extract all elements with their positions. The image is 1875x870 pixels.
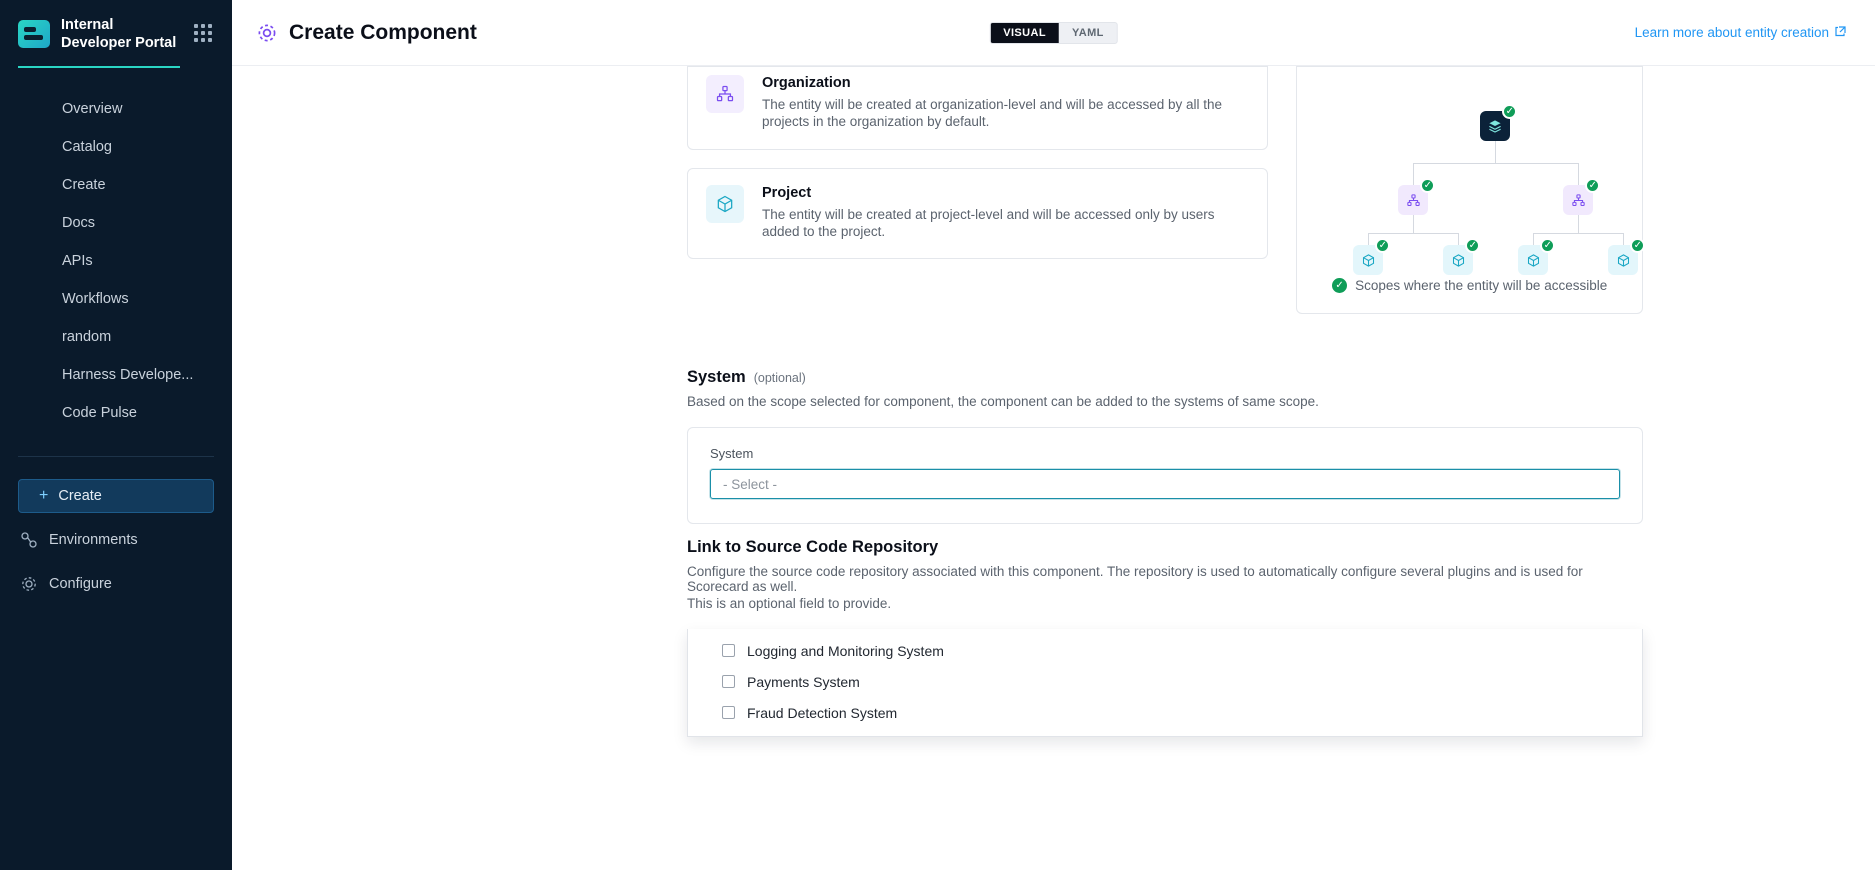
check-icon: ✓ — [1465, 238, 1480, 253]
sidebar-nav — [0, 68, 232, 432]
plus-icon: + — [39, 487, 49, 505]
sidebar-item-catalog[interactable] — [0, 128, 232, 166]
main-area — [232, 0, 1875, 870]
organization-icon — [706, 75, 744, 113]
sidebar-item-random[interactable] — [0, 318, 232, 356]
sidebar-item-label: Code Pulse — [62, 405, 137, 422]
check-icon: ✓ — [1540, 238, 1555, 253]
system-optional-label: (optional) — [753, 371, 806, 385]
checkbox-icon[interactable] — [722, 706, 735, 719]
system-dropdown-menu[interactable] — [687, 629, 1643, 737]
check-icon: ✓ — [1502, 104, 1517, 119]
scope-tree — [1297, 67, 1642, 267]
sidebar-item-code-pulse[interactable] — [0, 394, 232, 432]
tree-line — [1368, 233, 1459, 234]
page-title — [256, 21, 477, 45]
project-cube-icon — [706, 185, 744, 223]
sidebar-item-label: Configure — [49, 576, 112, 593]
page-title-text: Create Component — [289, 20, 477, 44]
checkbox-icon[interactable] — [722, 675, 735, 688]
sidebar-divider — [18, 456, 214, 457]
check-icon: ✓ — [1585, 178, 1600, 193]
gear-icon — [20, 575, 38, 593]
tree-line — [1533, 233, 1624, 234]
system-subtext: Based on the scope selected for component, the component can be added to the systems of same scope. — [687, 394, 1319, 409]
scope-cards — [687, 66, 1268, 314]
check-icon: ✓ — [1420, 178, 1435, 193]
tree-line — [1578, 215, 1579, 233]
sidebar-item-label: APIs — [62, 253, 93, 270]
repo-heading — [687, 538, 1643, 557]
sidebar-item-workflows[interactable] — [0, 280, 232, 318]
tree-line — [1495, 141, 1496, 163]
scope-card-desc: The entity will be created at organization-level and will be accessed by all the projects in the organization by default. — [762, 97, 1223, 130]
sidebar — [0, 0, 232, 870]
repo-heading-text: Link to Source Code Repository — [687, 538, 939, 556]
check-icon: ✓ — [1375, 238, 1390, 253]
repo-desc-line2: This is an optional field to provide. — [687, 596, 892, 611]
sidebar-item-label: Workflows — [62, 291, 129, 308]
tree-line — [1413, 163, 1579, 164]
sidebar-create-label: Create — [58, 488, 102, 505]
dropdown-option-logging-and-monitoring-system[interactable] — [710, 635, 1620, 666]
tree-line — [1368, 233, 1369, 245]
learn-more-label: Learn more about entity creation — [1634, 25, 1829, 40]
check-icon: ✓ — [1332, 278, 1347, 293]
external-link-icon — [1835, 25, 1847, 40]
sidebar-item-label: Catalog — [62, 139, 112, 156]
apps-grid-icon[interactable] — [194, 24, 214, 44]
view-mode-toggle[interactable] — [989, 22, 1118, 44]
scope-area — [232, 66, 1875, 314]
checkbox-icon[interactable] — [722, 644, 735, 657]
sidebar-item-create[interactable] — [0, 166, 232, 204]
system-select-placeholder: - Select - — [723, 476, 778, 492]
top-bar — [232, 0, 1875, 66]
gear-icon — [256, 22, 278, 44]
org-node-1 — [1398, 180, 1433, 215]
tree-line — [1578, 163, 1579, 185]
org-node-2 — [1563, 180, 1598, 215]
dropdown-option-payments-system[interactable] — [710, 666, 1620, 697]
system-heading-text: System — [687, 368, 746, 386]
sidebar-create-button[interactable] — [18, 479, 214, 513]
dropdown-option-fraud-detection-system[interactable] — [710, 697, 1620, 728]
sidebar-item-environments[interactable] — [0, 523, 232, 557]
repo-desc-line1: Configure the source code repository associated with this component. The repository is used to automatically configure several plugins and is used for Scorecard as well. — [687, 564, 1583, 594]
tree-line — [1413, 215, 1414, 233]
sidebar-item-configure[interactable] — [0, 567, 232, 601]
dropdown-option-label: Payments System — [747, 673, 860, 690]
scope-card-project[interactable] — [687, 168, 1268, 260]
sidebar-item-label: Create — [62, 177, 106, 194]
scope-card-title: Project — [762, 184, 812, 201]
scope-diagram-caption — [1297, 278, 1642, 293]
sidebar-item-label: Environments — [49, 532, 138, 549]
tree-line — [1458, 233, 1459, 245]
check-icon: ✓ — [1630, 238, 1645, 253]
dropdown-option-label: Fraud Detection System — [747, 704, 898, 721]
sidebar-item-label: Overview — [62, 101, 123, 118]
tree-line — [1533, 233, 1534, 245]
brand — [0, 0, 232, 66]
sidebar-item-apis[interactable] — [0, 242, 232, 280]
system-heading — [687, 368, 1643, 387]
content-scroll — [232, 66, 1875, 870]
system-dropdown-list — [688, 635, 1642, 728]
tree-line — [1623, 233, 1624, 245]
project-node-4 — [1608, 240, 1643, 275]
toggle-visual[interactable]: VISUAL — [990, 23, 1059, 43]
scope-card-desc: The entity will be created at project-level and will be accessed only by users added to the project. — [762, 206, 1215, 239]
scope-card-organization[interactable] — [687, 66, 1268, 150]
dropdown-option-label: Logging and Monitoring System — [747, 642, 944, 659]
project-node-3 — [1518, 240, 1553, 275]
sidebar-item-label: Harness Develope... — [62, 367, 194, 384]
system-section — [232, 368, 1875, 524]
project-node-1 — [1353, 240, 1388, 275]
sidebar-item-overview[interactable] — [0, 90, 232, 128]
scope-diagram-panel — [1296, 66, 1643, 314]
project-node-2 — [1443, 240, 1478, 275]
scope-card-title: Organization — [762, 75, 851, 91]
environments-icon — [20, 531, 38, 549]
scope-caption-text: Scopes where the entity will be accessible — [1355, 278, 1608, 293]
account-node — [1480, 106, 1515, 141]
sidebar-item-docs[interactable] — [0, 204, 232, 242]
sidebar-item-harness-developer[interactable] — [0, 356, 232, 394]
learn-more-link[interactable] — [1635, 25, 1847, 40]
toggle-yaml[interactable]: YAML — [1071, 26, 1104, 39]
tree-line — [1413, 163, 1414, 185]
system-field-label: System — [710, 446, 754, 461]
sidebar-item-label: random — [62, 329, 112, 346]
harness-logo-icon — [18, 20, 50, 48]
system-select-input[interactable] — [710, 469, 1620, 499]
system-panel — [687, 427, 1643, 524]
brand-name: Internal Developer Portal — [61, 17, 177, 52]
sidebar-item-label: Docs — [62, 215, 96, 232]
